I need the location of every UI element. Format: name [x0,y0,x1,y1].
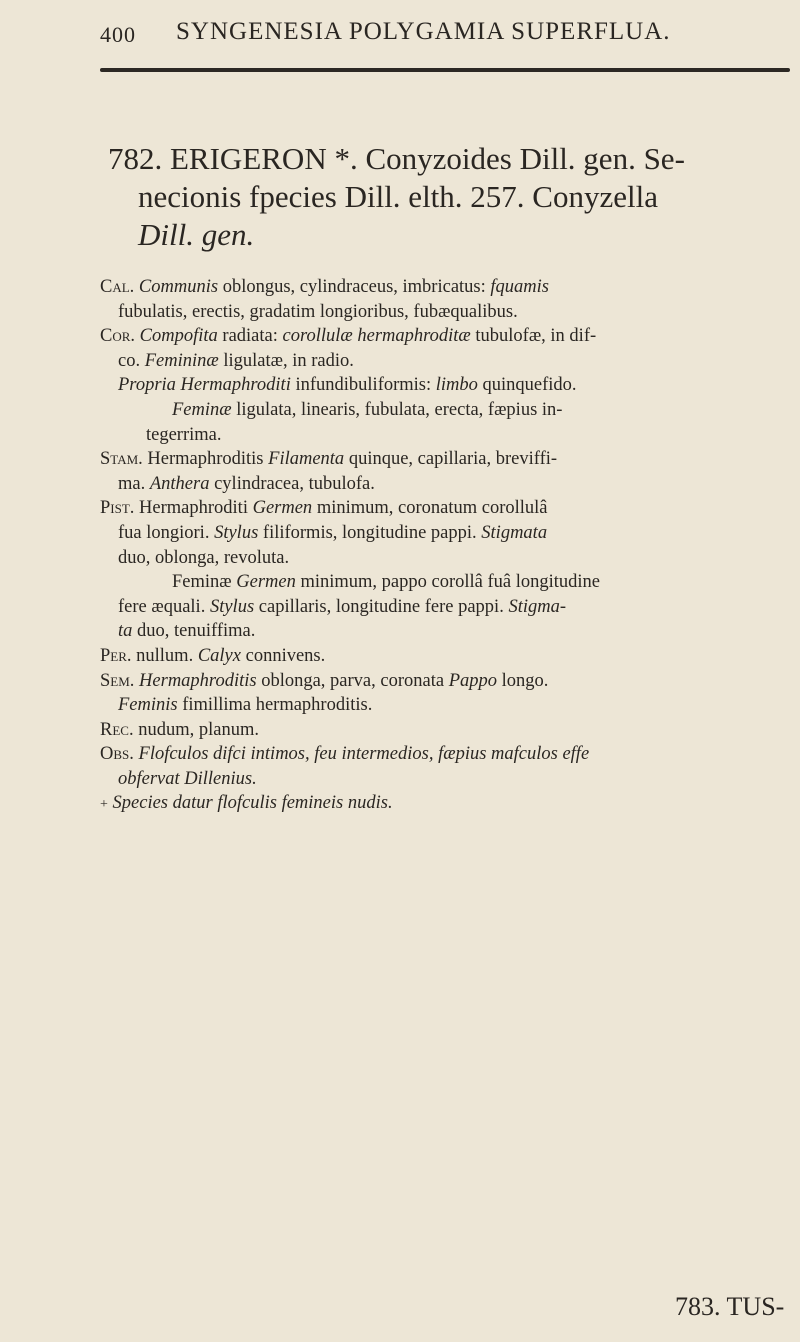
obs-line-1 [100,742,790,767]
term: Filamenta [268,449,345,470]
term: Germen [236,572,296,593]
text: ligulatæ, in radio. [223,350,354,371]
pist-line-2 [100,521,790,546]
running-title: SYNGENESIA POLYGAMIA SUPERFLUA. [176,18,671,45]
catchword: 783. TUS- [675,1292,785,1321]
cor-line-3 [100,373,790,398]
text: quinquefido. [482,375,577,396]
text: duo, tenuiffima. [137,621,256,642]
text: nudum, planum. [138,719,259,740]
text: fua longiori. [118,522,210,543]
text: cylindracea, tubulofa. [214,473,375,494]
cor-line-2 [100,349,790,374]
header-rule [100,68,790,72]
text: quinque, capillaria, breviffi- [348,449,558,470]
cor-line-4 [100,398,790,423]
observation-text: Flofculos difci intimos, feu intermedios, fæpius mafculos effe [138,744,590,765]
text: radiata: [222,326,278,347]
text: fimillima hermaphroditis. [182,695,373,716]
term: Stigmata [481,522,548,543]
text: ligulata, linearis, fubulata, erecta, fæpius in- [236,399,563,420]
obs-line-3 [100,791,790,818]
section-label: Sem. [100,670,135,691]
term: corollulæ hermaphroditæ [282,326,471,347]
text: minimum, pappo corollâ fuâ longitudine [300,572,601,593]
heading-line-2: necionis fpecies Dill. elth. 257. Conyzella [138,179,658,214]
term: fquamis [490,277,549,297]
sem-line-1 [100,669,790,694]
text: minimum, coronatum corollulâ [316,498,548,519]
term: Communis [138,277,219,297]
text: infundibuliformis: [295,375,432,396]
observation-text: Species datur flofculis femineis nudis. [112,793,393,814]
section-label: Per. [100,645,132,666]
page-header [100,16,790,56]
text: connivens. [245,645,326,666]
per-line-1 [100,644,790,669]
pist-line-1 [100,496,790,521]
section-label: Cor. [100,326,136,347]
text: ma. [118,473,146,494]
term: Anthera [149,473,210,494]
term: Stigma- [508,596,567,617]
term: Propria Hermaphroditi [118,375,291,396]
pist-line-6 [100,619,790,644]
term: Feminæ [172,399,232,420]
text: tubulofæ, in dif- [475,326,597,347]
text: filiformis, longitudine pappi. [262,522,477,543]
cor-line-5: tegerrima. [146,424,222,445]
term: Stylus [214,522,259,543]
rec-line-1 [100,718,790,743]
term: Feminis [118,695,178,716]
cor-line-1 [100,324,790,349]
stam-line-1 [100,447,790,472]
section-label: Obs. [100,744,134,765]
text: longo. [501,670,549,691]
term: Femininæ [144,350,219,371]
section-label: Stam. [100,449,143,470]
text: fere æquali. [118,596,206,617]
text: oblongus, cylindraceus, imbricatus: [222,277,486,297]
heading-line-1: 782. ERIGERON *. Conyzoides Dill. gen. Se- [108,141,685,176]
pist-line-4 [100,570,790,595]
cal-line-1 [100,275,790,300]
sem-line-2 [100,693,790,718]
observation-text: obfervat Dillenius. [118,768,257,789]
term: Hermaphroditis [139,670,257,691]
heading-line-3: Dill. gen. [138,217,255,252]
cal-line-2: fubulatis, erectis, gradatim longioribus, fubæqualibus. [118,301,518,322]
term: ta [118,621,133,642]
stam-line-2 [100,472,790,497]
term: Compofita [139,326,218,347]
section-label: Cal. [100,277,135,297]
text: co. [118,350,141,371]
description-body [100,275,790,818]
text: Hermaphroditis [147,449,264,470]
section-label: Rec. [100,719,134,740]
text: Hermaphroditi [139,498,248,519]
section-label: Pist. [100,498,135,519]
pist-line-3: duo, oblonga, revoluta. [118,547,290,568]
text: oblonga, parva, coronata [261,670,445,691]
term: Germen [252,498,313,519]
text: capillaris, longitudine fere pappi. [258,596,504,617]
text: Feminæ [172,572,232,593]
term: Stylus [209,596,255,617]
term: Pappo [448,670,497,691]
obs-line-2 [100,767,790,792]
text: nullum. [136,645,194,666]
mark-symbol: + [100,797,108,813]
term: limbo [435,375,478,396]
genus-heading [108,140,793,254]
term: Calyx [197,645,241,666]
pist-line-5 [100,595,790,620]
page-number: 400 [100,22,136,47]
